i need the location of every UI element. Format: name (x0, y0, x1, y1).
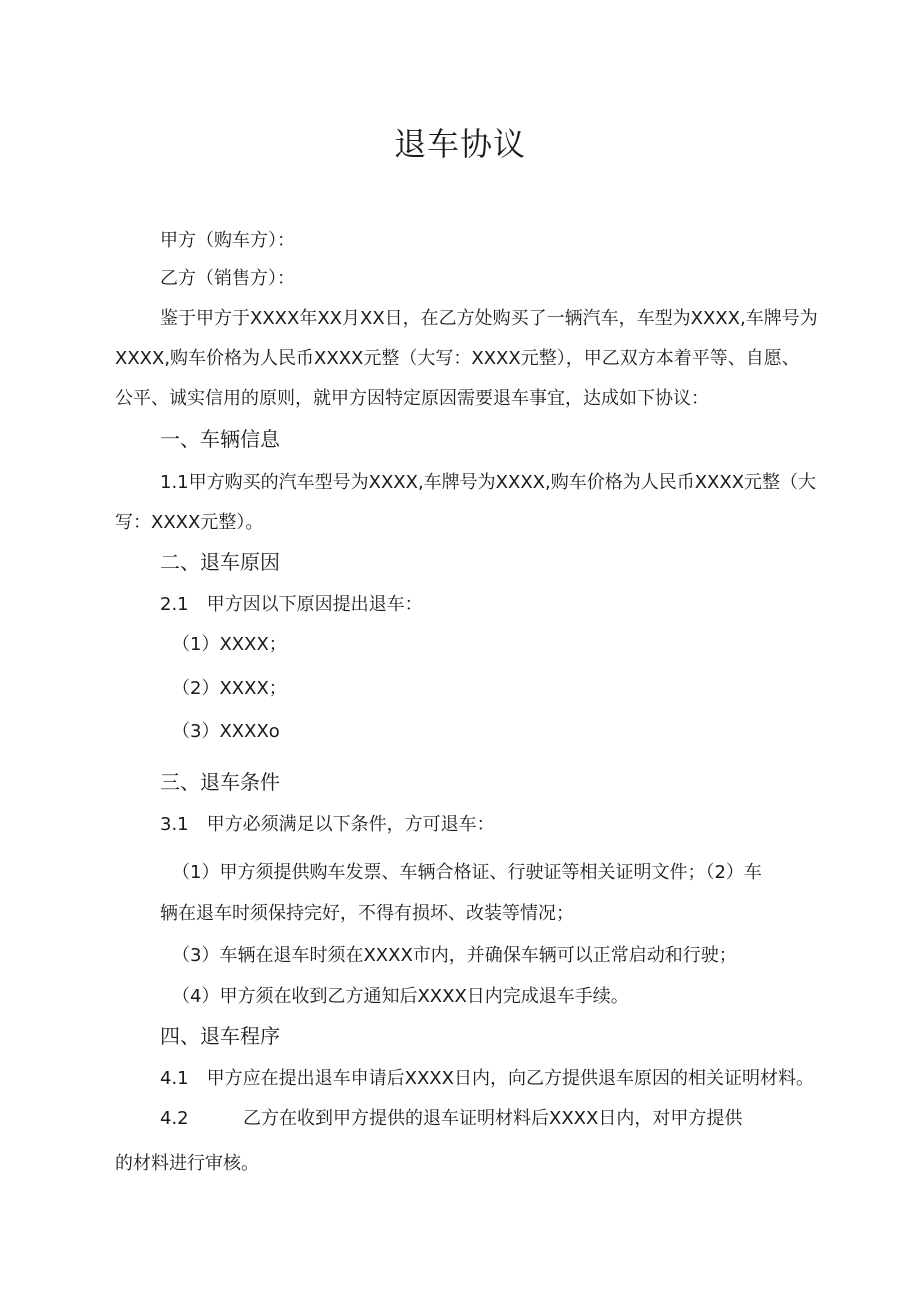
clause-4-2-continuation: 的材料进行审核。 (115, 1153, 259, 1174)
clause-2-1: 2.1 甲方因以下原因提出退车： (160, 594, 423, 615)
reason-item-3: （3）XXXXo (172, 721, 280, 742)
party-b-label: 乙方（销售方）： (160, 268, 295, 289)
condition-line-2: 辆在退车时须保持完好，不得有损坏、改装等情况； (160, 903, 574, 924)
clause-3-1: 3.1 甲方必须满足以下条件，方可退车： (160, 814, 495, 835)
reason-item-1: （1）XXXX； (172, 634, 287, 655)
condition-line-1: （1）甲方须提供购车发票、车辆合格证、行驶证等相关证明文件；（2）车 (172, 862, 762, 883)
section-2-heading: 二、退车原因 (160, 550, 280, 574)
section-1-heading: 一、车辆信息 (160, 427, 280, 451)
clause-1-1-line-2: 写：XXXX元整）。 (115, 512, 264, 533)
clause-4-1: 4.1 甲方应在提出退车申请后XXXX日内，向乙方提供退车原因的相关证明材料。 (160, 1068, 814, 1089)
clause-4-2-number: 4.2 (160, 1108, 189, 1129)
party-a-label: 甲方（购车方）： (160, 230, 295, 251)
section-4-heading: 四、退车程序 (160, 1024, 280, 1048)
condition-line-4: （4）甲方须在收到乙方通知后XXXX日内完成退车手续。 (172, 986, 629, 1007)
reason-item-2: （2）XXXX； (172, 678, 287, 699)
preamble-line-3: 公平、诚实信用的原则，就甲方因特定原因需要退车事宜，达成如下协议： (115, 388, 709, 409)
condition-line-3: （3）车辆在退车时须在XXXX市内，并确保车辆可以正常启动和行驶； (172, 945, 737, 966)
section-3-heading: 三、退车条件 (160, 770, 280, 794)
clause-4-2-text: 乙方在收到甲方提供的退车证明材料后XXXX日内，对甲方提供 (243, 1108, 743, 1129)
preamble-line-2: XXXX,购车价格为人民币XXXX元整（大写：XXXX元整），甲乙双方本着平等、自愿、 (115, 348, 800, 369)
preamble-line-1: 鉴于甲方于XXXX年XX月XX日，在乙方处购买了一辆汽车，车型为XXXX,车牌号为 (160, 308, 818, 329)
document-title: 退车协议 (393, 125, 526, 163)
clause-1-1-line-1: 1.1甲方购买的汽车型号为XXXX,车牌号为XXXX,购车价格为人民币XXXX元整（大 (160, 472, 817, 493)
